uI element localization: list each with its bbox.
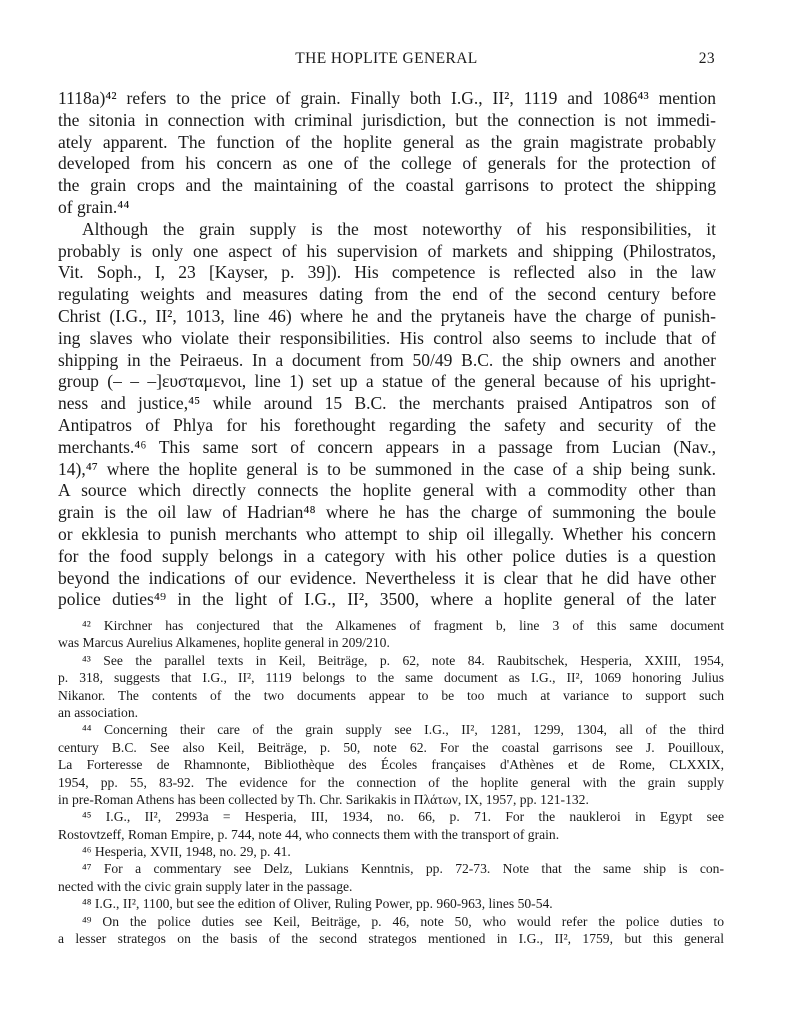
body-line: merchants.⁴⁶ This same sort of concern appears in a passage from Lucian (Nav., bbox=[58, 436, 716, 457]
body-line: the grain crops and the maintaining of the coastal garrisons to protect the shipping bbox=[58, 175, 716, 196]
footnote-line: was Marcus Aurelius Alkamenes, hoplite general in 209/210. bbox=[58, 635, 390, 651]
footnote-line: Nikanor. The contents of the two documents appear to be too much at variance to support such bbox=[58, 687, 724, 703]
footnote-line: nected with the civic grain supply later in the passage. bbox=[58, 878, 353, 894]
body-line: group (– – –]ευσταμενοι, line 1) set up a statue of the general because of his upright- bbox=[58, 371, 716, 392]
body-line: developed from his concern as one of the college of generals for the protection of bbox=[58, 153, 716, 174]
body-line: beyond the indications of our evidence. Nevertheless it is clear that he did have other bbox=[58, 567, 716, 588]
footnote-line: p. 318, suggests that I.G., II², 1119 belongs to the same document as I.G., II², 1069 honoring Julius bbox=[58, 670, 724, 686]
footnotes bbox=[58, 617, 724, 947]
body-line: ing slaves who violate their responsibilities. His control also seems to include that of bbox=[58, 327, 716, 348]
footnote-line: ⁴⁷ For a commentary see Delz, Lukians Kenntnis, pp. 72-73. Note that the same ship is con- bbox=[82, 861, 724, 877]
body-line: 1118a)⁴² refers to the price of grain. Finally both I.G., II², 1119 and 1086⁴³ mention bbox=[58, 88, 716, 108]
running-header bbox=[58, 50, 715, 74]
body-line: Christ (I.G., II², 1013, line 46) where he and the prytaneis have the charge of punish- bbox=[58, 305, 716, 326]
footnote-line: ⁴⁴ Concerning their care of the grain supply see I.G., II², 1281, 1299, 1304, all of the third bbox=[82, 722, 724, 738]
footnote-line: in pre-Roman Athens has been collected by Th. Chr. Sarikakis in Πλάτων, IX, 1957, pp. 121-132. bbox=[58, 791, 589, 807]
footnote-line: ⁴⁹ On the police duties see Keil, Beiträge, p. 46, note 50, who would refer the police duties to bbox=[82, 913, 724, 929]
body-line: ately apparent. The function of the hoplite general as the grain magistrate probably bbox=[58, 131, 716, 152]
body-line: A source which directly connects the hoplite general with a commodity other than bbox=[58, 480, 716, 501]
footnote-line: ⁴⁶ Hesperia, XVII, 1948, no. 29, p. 41. bbox=[82, 844, 291, 860]
body-line: the sitonia in connection with criminal jurisdiction, but the connection is not immedi- bbox=[58, 109, 716, 130]
body-line: Although the grain supply is the most noteworthy of his responsibilities, it bbox=[82, 218, 716, 239]
running-title: THE HOPLITE GENERAL bbox=[295, 50, 478, 67]
body-line: regulating weights and measures dating from the end of the second century before bbox=[58, 284, 716, 305]
body-line: shipping in the Peiraeus. In a document from 50/49 B.C. the ship owners and another bbox=[58, 349, 716, 370]
body-text bbox=[58, 88, 716, 611]
footnote-line: ⁴⁵ I.G., II², 2993a = Hesperia, III, 1934, no. 66, p. 71. For the naukleroi in Egypt see bbox=[82, 809, 724, 825]
footnote-line: La Forteresse de Rhamnonte, Bibliothèque des Écoles françaises d'Athènes et de Rome, CLXXIX, bbox=[58, 757, 724, 773]
footnote-line: ⁴³ See the parallel texts in Keil, Beiträge, p. 62, note 84. Raubitschek, Hesperia, XXIII, 1954, bbox=[82, 652, 724, 668]
footnote-line: 1954, pp. 55, 83-92. The evidence for the connection of the hoplite general with the grain supply bbox=[58, 774, 724, 790]
body-line: Vit. Soph., I, 23 [Kayser, p. 39]). His competence is reflected also in the law bbox=[58, 262, 716, 283]
body-line: Antipatros of Phlya for his forethought regarding the safety and security of the bbox=[58, 414, 716, 435]
page-number: 23 bbox=[698, 50, 715, 67]
body-line: police duties⁴⁹ in the light of I.G., II², 3500, where a hoplite general of the later bbox=[58, 589, 716, 610]
footnote-line: century B.C. See also Keil, Beiträge, p. 50, note 62. For the coastal garrisons see J. Pouilloux, bbox=[58, 739, 724, 755]
body-line: for the food supply belongs in a category with his other police duties is a question bbox=[58, 545, 716, 566]
body-line: ness and justice,⁴⁵ while around 15 B.C. the merchants praised Antipatros son of bbox=[58, 393, 716, 414]
body-line: grain is the oil law of Hadrian⁴⁸ where he has the charge of summoning the boule bbox=[58, 502, 716, 523]
footnote-line: ⁴² Kirchner has conjectured that the Alkamenes of fragment b, line 3 of this same document bbox=[82, 618, 724, 633]
body-line: of grain.⁴⁴ bbox=[58, 196, 130, 217]
footnote-line: an association. bbox=[58, 704, 139, 720]
footnote-line: ⁴⁸ I.G., II², 1100, but see the edition of Oliver, Ruling Power, pp. 960-963, lines 50-54. bbox=[82, 896, 553, 912]
body-line: 14),⁴⁷ where the hoplite general is to be summoned in the case of a ship being sunk. bbox=[58, 458, 716, 479]
body-line: or ekklesia to punish merchants who attempt to ship oil illegally. Whether his concern bbox=[58, 523, 716, 544]
footnote-line: Rostovtzeff, Roman Empire, p. 744, note 44, who connects them with the transport of grain. bbox=[58, 826, 560, 842]
footnote-line: a lesser strategos on the basis of the second strategos mentioned in I.G., II², 1759, but this general bbox=[58, 931, 724, 947]
body-line: probably is only one aspect of his supervision of markets and shipping (Philostratos, bbox=[58, 240, 716, 261]
